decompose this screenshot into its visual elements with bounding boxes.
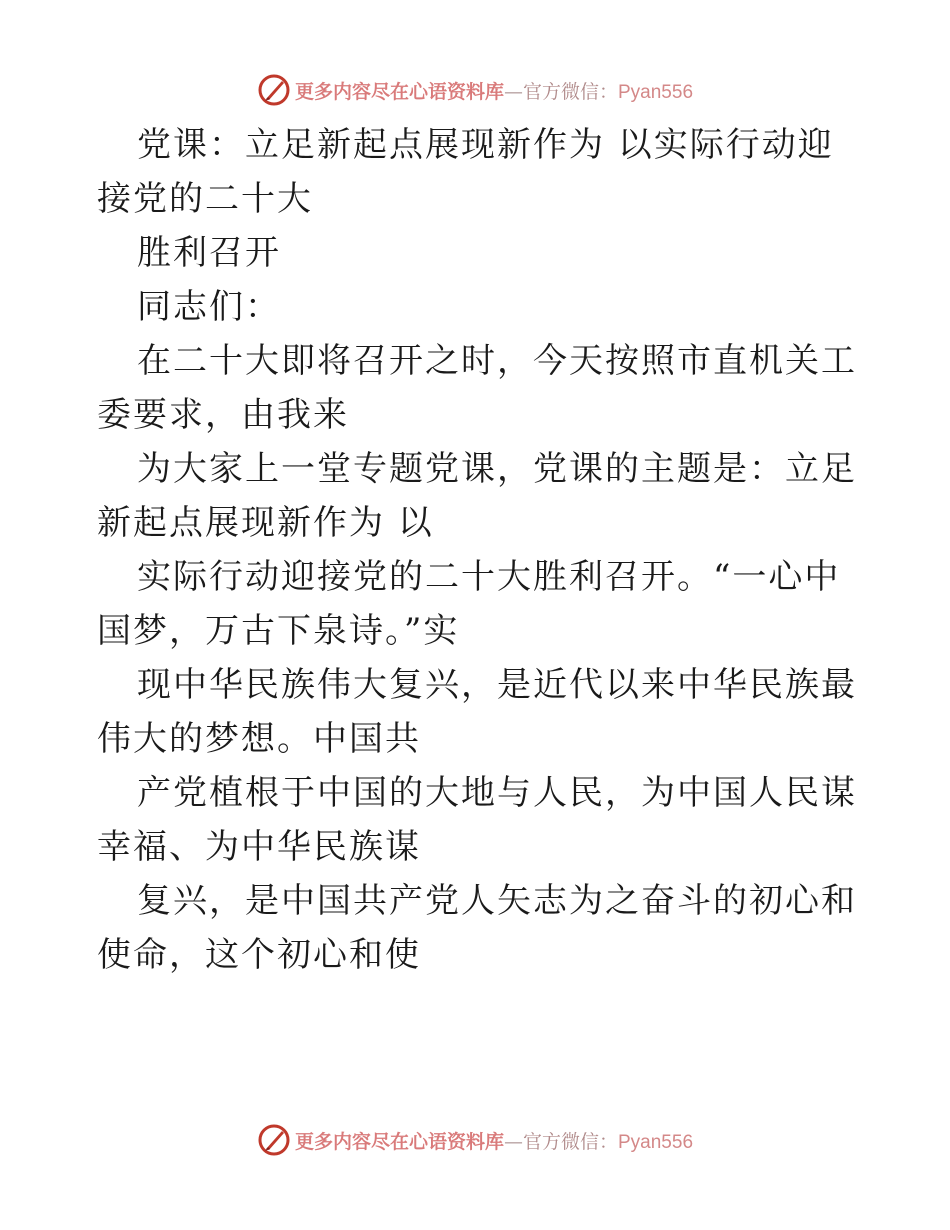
text-paragraph xyxy=(97,874,857,982)
text-line: 在二十大即将召开之时，今天按照市直机关工委要求，由我来 xyxy=(97,341,857,435)
header-banner xyxy=(0,70,950,110)
quill-pen-logo-icon xyxy=(257,1123,291,1157)
text-line: 产党植根于中国的大地与人民，为中国人民谋幸福、为中华民族谋 xyxy=(97,773,857,867)
text-paragraph xyxy=(97,658,857,766)
text-paragraph xyxy=(97,766,857,874)
header-dash: — xyxy=(503,80,523,103)
footer-dash: — xyxy=(503,1130,523,1153)
text-line: 胜利召开 xyxy=(137,233,281,273)
text-line: 为大家上一堂专题党课，党课的主题是：立足新起点展现新作为 以 xyxy=(97,449,857,543)
text-line: 党课：立足新起点展现新作为 以实际行动迎接党的二十大 xyxy=(97,125,834,219)
footer-banner xyxy=(0,1120,950,1160)
header-wechat-id: Pyan556 xyxy=(618,81,694,103)
salutation-paragraph xyxy=(97,280,857,334)
footer-main-text: 更多内容尽在心语资料库 xyxy=(294,1130,504,1153)
text-line: 现中华民族伟大复兴，是近代以来中华民族最伟大的梦想。中国共 xyxy=(97,665,857,759)
footer-text xyxy=(295,1127,693,1154)
quill-pen-logo-icon xyxy=(257,73,291,107)
text-paragraph xyxy=(97,226,857,280)
text-line: 同志们： xyxy=(137,287,281,327)
footer-wechat-id: Pyan556 xyxy=(618,1131,694,1153)
text-line: 实际行动迎接党的二十大胜利召开。“一心中国梦，万古下泉诗。”实 xyxy=(97,557,841,651)
title-paragraph xyxy=(97,118,857,226)
header-text xyxy=(295,77,693,104)
text-paragraph xyxy=(97,550,857,658)
header-main-text: 更多内容尽在心语资料库 xyxy=(294,80,504,103)
header-sub-text: 官方微信： xyxy=(522,80,618,103)
document-body xyxy=(97,118,857,982)
text-line: 复兴，是中国共产党人矢志为之奋斗的初心和使命，这个初心和使 xyxy=(97,881,857,975)
text-paragraph xyxy=(97,334,857,442)
footer-sub-text: 官方微信： xyxy=(522,1130,618,1153)
text-paragraph xyxy=(97,442,857,550)
